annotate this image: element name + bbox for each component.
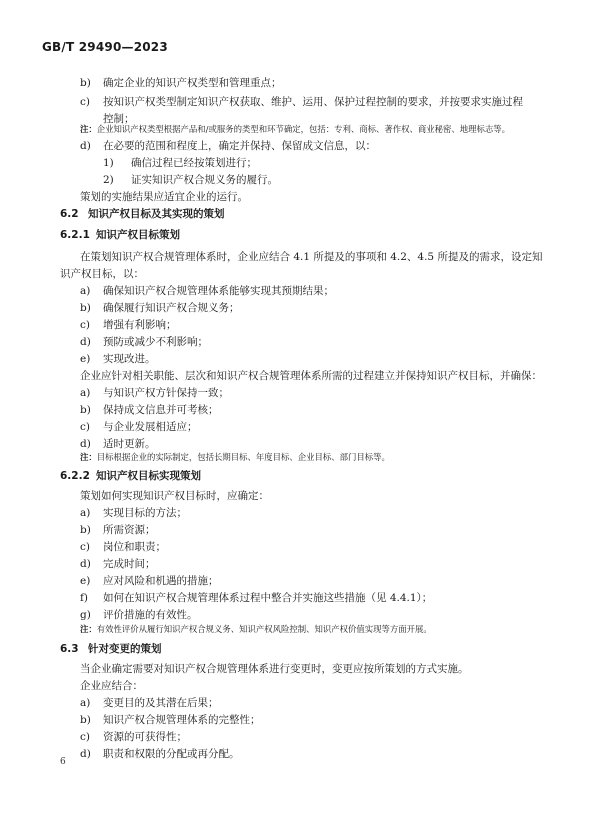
list-item: a) 实现目标的方法； bbox=[80, 507, 187, 519]
section-heading: 6.2 知识产权目标及其实现的策划 bbox=[60, 208, 225, 220]
subsection-heading: 6.2.2 知识产权目标实现策划 bbox=[60, 470, 201, 482]
list-item: c) 按知识产权类型制定知识产权获取、维护、运用、保护过程控制的要求，并按要求实施过程 bbox=[80, 96, 523, 108]
list-item: a) 与知识产权方针保持一致； bbox=[80, 387, 229, 399]
standard-code-header: GB/T 29490—2023 bbox=[42, 40, 168, 54]
list-item-continuation: 控制； bbox=[103, 113, 135, 125]
sub-list-item: 2) 证实知识产权合规义务的履行。 bbox=[103, 174, 278, 186]
list-item: b) 确定企业的知识产权类型和管理重点； bbox=[80, 77, 282, 89]
list-item: d) 预防或减少不利影响； bbox=[80, 336, 208, 348]
list-item: e) 应对风险和机遇的措施； bbox=[80, 575, 219, 587]
list-item: d) 适时更新。 bbox=[80, 438, 156, 450]
list-item: b) 所需资源； bbox=[80, 524, 156, 536]
subsection-heading: 6.2.1 知识产权目标策划 bbox=[60, 229, 180, 241]
sub-list-item: 1) 确信过程已经按策划进行； bbox=[103, 157, 257, 169]
paragraph: 企业应针对相关职能、层次和知识产权合规管理体系所需的过程建立并保持知识产权目标，并确保： bbox=[80, 370, 542, 382]
list-item: d) 在必要的范围和程度上，确定并保持、保留成文信息，以： bbox=[80, 140, 376, 152]
list-item: g) 评价措施的有效性。 bbox=[80, 609, 198, 621]
list-item: f) 如何在知识产权合规管理体系过程中整合并实施这些措施（见 4.4.1）； bbox=[80, 592, 433, 604]
note: 注：目标根据企业的实际制定，包括长期目标、年度目标、企业目标、部门目标等。 bbox=[80, 452, 390, 462]
list-item: a) 确保知识产权合规管理体系能够实现其预期结果； bbox=[80, 285, 334, 297]
list-item: b) 确保履行知识产权合规义务； bbox=[80, 302, 240, 314]
list-item: e) 实现改进。 bbox=[80, 353, 156, 365]
list-item: c) 资源的可获得性； bbox=[80, 731, 187, 743]
list-item: d) 完成时间； bbox=[80, 558, 156, 570]
section-heading: 6.3 针对变更的策划 bbox=[60, 643, 162, 655]
list-item: b) 知识产权合规管理体系的完整性； bbox=[80, 714, 261, 726]
paragraph: 当企业确定需要对知识产权合规管理体系进行变更时，变更应按所策划的方式实施。 bbox=[80, 663, 469, 675]
list-item: c) 岗位和职责； bbox=[80, 541, 166, 553]
paragraph: 策划的实施结果应适宜企业的运行。 bbox=[80, 191, 248, 203]
paragraph-continuation: 识产权目标，以： bbox=[60, 268, 144, 280]
paragraph: 策划如何实现知识产权目标时，应确定： bbox=[80, 490, 269, 502]
list-item: c) 增强有利影响； bbox=[80, 319, 177, 331]
list-item: d) 职责和权限的分配或再分配。 bbox=[80, 748, 240, 760]
note: 注：企业知识产权类型根据产品和/或服务的类型和环节确定，包括：专利、商标、著作权、商业秘密、地理标志等。 bbox=[80, 124, 510, 134]
paragraph: 在策划知识产权合规管理体系时，企业应结合 4.1 所提及的事项和 4.2、4.5 所提及的需求，设定知 bbox=[80, 251, 543, 263]
paragraph: 企业应结合： bbox=[80, 680, 143, 692]
list-item: b) 保持成文信息并可考核； bbox=[80, 404, 219, 416]
list-item: c) 与企业发展相适应； bbox=[80, 421, 198, 433]
note: 注：有效性评价从履行知识产权合规义务、知识产权风险控制、知识产权价值实现等方面开展。 bbox=[80, 624, 432, 634]
page-number: 6 bbox=[60, 757, 66, 767]
list-item: a) 变更目的及其潜在后果； bbox=[80, 697, 219, 709]
